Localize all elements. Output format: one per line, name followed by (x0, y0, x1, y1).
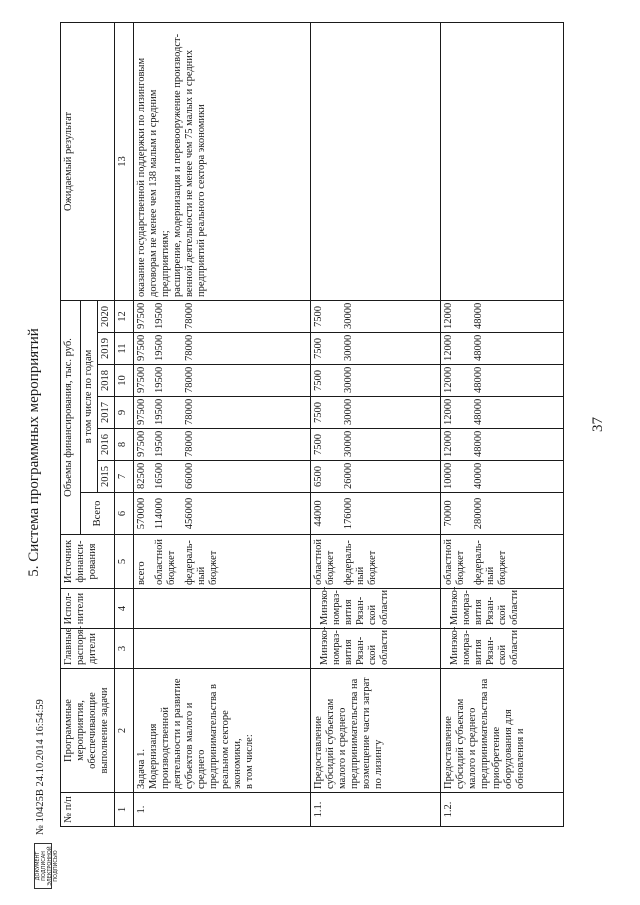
funding-amount: 12000 (443, 366, 455, 393)
executor-cell (311, 586, 441, 629)
funding-amount: 78000 (184, 366, 196, 393)
result-cell-text: оказание государственной поддержки по лизинговым договорам не менее чем 138 малым и средним предприятиям; расширение, модернизация и перевооружение производст-венной деятельности не менее чем 75 малых и средних предприятий реального сектора экономики (136, 33, 208, 297)
year-amount-cell (441, 365, 564, 397)
year-amount-cell (311, 397, 441, 429)
year-amount-cell (441, 397, 564, 429)
row-num (311, 793, 441, 827)
program-cell (311, 669, 441, 793)
row-num (134, 793, 311, 827)
executor-cell (134, 589, 311, 629)
year-amount-cell (311, 365, 441, 397)
program-cell-text: Задача 1. Модернизация производственной деятельности и развитие субъектов малого и среднего предпринимательства в реальном секторе экономики, в том числе: (136, 678, 256, 789)
funding-amount: 30000 (343, 398, 355, 425)
column-number: 8 (115, 429, 134, 461)
funding-source: областной бюджет (443, 539, 467, 585)
column-number: 6 (115, 493, 134, 535)
funding-amount: 48000 (473, 398, 485, 425)
result-cell (311, 22, 441, 300)
year-amount-cell (311, 333, 441, 365)
source-cell (441, 535, 564, 589)
funding-amount: 48000 (473, 430, 485, 457)
program-cell (134, 669, 311, 793)
year-amount-cell (311, 429, 441, 461)
funding-amount: 12000 (443, 302, 455, 329)
funding-amount: 97500 (136, 366, 148, 393)
column-number: 2 (115, 669, 134, 793)
header-year: 2017 (98, 397, 115, 429)
total-cell (441, 493, 564, 535)
funding-amount: 48000 (473, 302, 485, 329)
result-cell (441, 22, 564, 300)
row-num-text: 1.2. (443, 801, 455, 818)
year-amount-cell (134, 397, 311, 429)
table-body (134, 22, 564, 826)
funding-amount: 12000 (443, 430, 455, 457)
funding-amount: 48000 (473, 334, 485, 361)
header-year: 2016 (98, 429, 115, 461)
header-programs: Программные мероприятия, обеспечивающие выполнение задачи (61, 669, 115, 793)
header-total: Всего (81, 493, 115, 535)
result-cell (134, 22, 311, 300)
funding-amount: 30000 (343, 430, 355, 457)
source-cell (311, 535, 441, 589)
funding-amount: 16500 (154, 462, 166, 489)
executor-cell-text: Минэко-номраз-вития Рязан-ской области (449, 586, 521, 625)
funding-amount: 280000 (473, 497, 485, 530)
manager-cell (441, 626, 564, 669)
funding-amount: 30000 (343, 302, 355, 329)
funding-amount: 19500 (154, 334, 166, 361)
funding-amount: 26000 (343, 462, 355, 489)
column-number: 7 (115, 461, 134, 493)
funding-amount: 7500 (313, 370, 325, 391)
header-result: Ожидаемый результат (61, 22, 115, 300)
funding-amount: 97500 (136, 334, 148, 361)
funding-amount: 78000 (184, 334, 196, 361)
year-amount-cell (311, 300, 441, 332)
program-measures-table (60, 22, 564, 827)
manager-cell (311, 626, 441, 669)
source-cell (134, 535, 311, 589)
funding-amount: 48000 (473, 366, 485, 393)
funding-amount: 7500 (313, 402, 325, 423)
table-row (134, 22, 311, 826)
funding-amount: 19500 (154, 302, 166, 329)
funding-amount: 82500 (136, 462, 148, 489)
funding-amount: 7500 (313, 305, 325, 327)
funding-amount: 19500 (154, 398, 166, 425)
funding-amount: 97500 (136, 430, 148, 457)
funding-amount: 97500 (136, 398, 148, 425)
header-by-year: в том числе по годам (81, 300, 98, 492)
funding-source: федераль-ный бюджет (184, 540, 220, 585)
table-row (311, 22, 441, 826)
total-cell (134, 493, 311, 535)
program-cell (441, 669, 564, 793)
funding-amount: 7500 (313, 434, 325, 455)
column-number: 1 (115, 793, 134, 827)
year-amount-cell (441, 461, 564, 493)
column-number: 3 (115, 629, 134, 669)
column-number: 5 (115, 535, 134, 589)
column-number: 11 (115, 333, 134, 365)
funding-amount: 30000 (343, 334, 355, 361)
funding-amount: 114000 (154, 497, 166, 530)
row-num (441, 793, 564, 827)
header-year: 2015 (98, 461, 115, 493)
header-year: 2020 (98, 300, 115, 332)
year-amount-cell (311, 461, 441, 493)
funding-amount: 12000 (443, 398, 455, 425)
funding-amount: 12000 (443, 334, 455, 361)
column-number: 12 (115, 300, 134, 332)
section-title: 5. Система программных мероприятий (26, 328, 42, 577)
funding-amount: 66000 (184, 462, 196, 489)
column-number: 9 (115, 397, 134, 429)
column-number: 10 (115, 365, 134, 397)
manager-cell-text: Минэко-номраз-вития Рязан-ской области (449, 626, 521, 665)
funding-source: областной бюджет (313, 539, 337, 585)
funding-amount: 44000 (313, 500, 325, 527)
funding-amount: 19500 (154, 430, 166, 457)
funding-amount: 19500 (154, 366, 166, 393)
year-amount-cell (441, 300, 564, 332)
page-number: 37 (590, 417, 606, 432)
executor-cell (441, 586, 564, 629)
funding-amount: 78000 (184, 302, 196, 329)
year-amount-cell (441, 333, 564, 365)
column-number: 4 (115, 589, 134, 629)
manager-cell-text: Минэко-номраз-вития Рязан-ской области (319, 626, 391, 665)
funding-amount: 70000 (443, 500, 455, 527)
funding-amount: 78000 (184, 430, 196, 457)
executor-cell-text: Минэко-номраз-вития Рязан-ской области (319, 586, 391, 625)
header-funding: Объемы финансирования, тыс. руб. (61, 300, 81, 534)
header-managers: Главные распоря-дители (61, 629, 115, 669)
year-amount-cell (441, 429, 564, 461)
signature-stamp: ДОКУМЕНТ ПОДПИСАН ЭЛЕКТРОННОЙ ПОДПИСЬЮ (34, 843, 52, 889)
year-amount-cell (134, 333, 311, 365)
column-number: 13 (115, 22, 134, 300)
registration-number: № 10425В 24.10.2014 16:54:59 (35, 699, 46, 835)
header-executors: Испол-нители (61, 589, 115, 629)
year-amount-cell (134, 300, 311, 332)
program-cell-text: Предоставление субсидий субъектам малого и среднего предпринимательства на приобретение оборудования для обновления и (443, 678, 527, 789)
table-row (441, 22, 564, 826)
funding-source: областной бюджет (154, 539, 178, 585)
funding-source: федераль-ный бюджет (343, 540, 379, 585)
year-amount-cell (134, 365, 311, 397)
row-num-text: 1. (136, 805, 148, 814)
funding-source: федераль-ный бюджет (473, 540, 509, 585)
funding-source: всего (136, 561, 148, 585)
funding-amount: 10000 (443, 462, 455, 489)
funding-amount: 78000 (184, 398, 196, 425)
row-num-text: 1.1. (313, 801, 325, 818)
funding-amount: 97500 (136, 302, 148, 329)
header-year: 2019 (98, 333, 115, 365)
manager-cell (134, 629, 311, 669)
year-amount-cell (134, 429, 311, 461)
header-year: 2018 (98, 365, 115, 397)
funding-amount: 6500 (313, 466, 325, 487)
year-amount-cell (134, 461, 311, 493)
funding-amount: 40000 (473, 462, 485, 489)
header-num: № п/п (61, 793, 115, 827)
funding-amount: 30000 (343, 366, 355, 393)
funding-amount: 456000 (184, 497, 196, 530)
program-cell-text: Предоставление субсидий субъектам малого и среднего предпринимательства на возмещение части затрат по лизингу (313, 677, 385, 789)
funding-amount: 570000 (136, 497, 148, 530)
header-source: Источник финанси-рования (61, 535, 115, 589)
funding-amount: 7500 (313, 338, 325, 359)
funding-amount: 176000 (343, 497, 355, 530)
total-cell (311, 493, 441, 535)
